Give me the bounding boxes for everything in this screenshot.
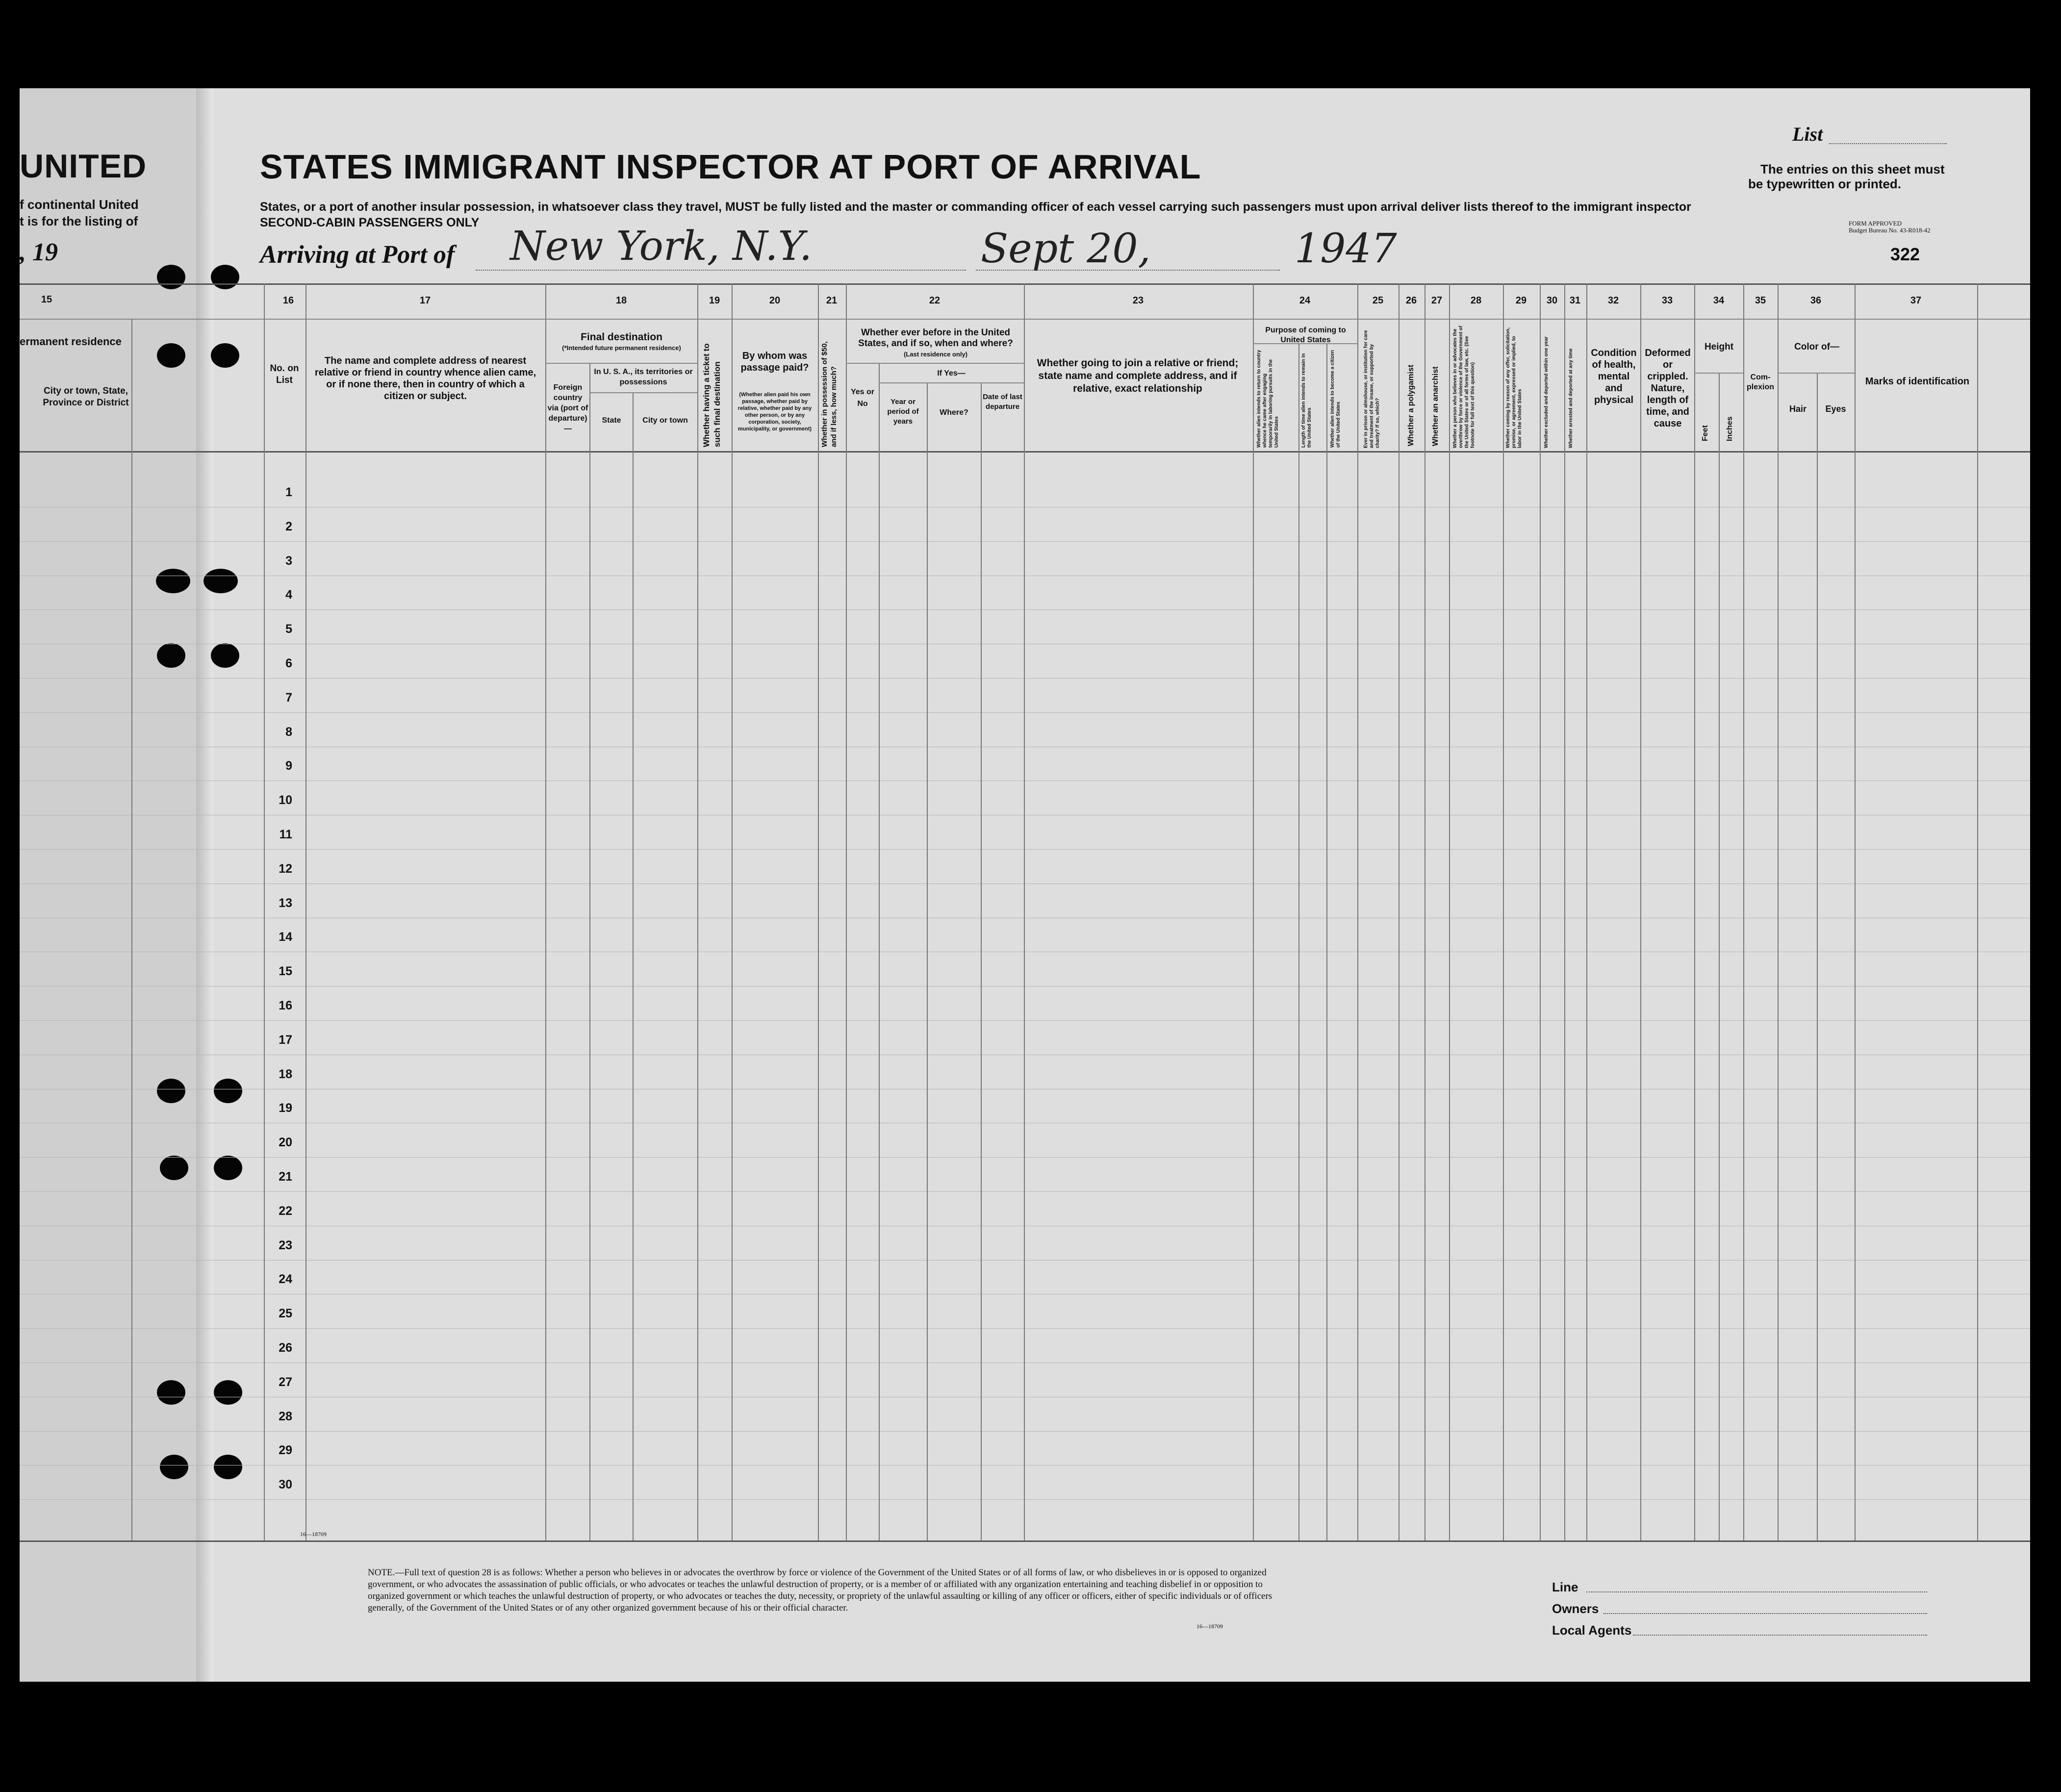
column-number-15: 15 (41, 294, 52, 305)
punch-hole (214, 1380, 242, 1405)
heading-state: State (602, 416, 621, 425)
column-number-30: 30 (1546, 295, 1558, 306)
strip-line-1: f continental United (20, 197, 139, 212)
heading-q29: Whether coming by reason of any offer, solicitation, promise, or agreement, expressed or implied, to labor in the United States (1505, 327, 1523, 448)
row-rule (20, 609, 2030, 610)
heading-q31: Whether arrested and deported at any time (1568, 348, 1574, 448)
row-number: 20 (279, 1136, 292, 1149)
column-number-24: 24 (1299, 295, 1311, 306)
column-number-25: 25 (1372, 295, 1384, 306)
local-agents-field[interactable] (1633, 1635, 1927, 1636)
column-number-36: 36 (1810, 295, 1822, 306)
heading-inches: Inches (1726, 416, 1734, 441)
page-number: 322 (1890, 244, 1920, 264)
date-handwritten: Sept 20, (981, 226, 1151, 272)
column-rule (1694, 283, 1695, 1540)
row-rule (20, 1020, 2030, 1021)
row-number: 12 (279, 862, 292, 876)
heading-ever-before: Whether ever before in the United States, and if so, when and where? (858, 328, 1013, 349)
year-handwritten: 1947 (1295, 226, 1397, 272)
column-number-29: 29 (1515, 295, 1527, 306)
row-number: 18 (279, 1067, 292, 1081)
column-number-32: 32 (1607, 295, 1619, 306)
line-field[interactable] (1586, 1591, 1927, 1592)
page-title: STATES IMMIGRANT INSPECTOR AT PORT OF ARRIVAL (260, 148, 1201, 186)
heading-yes-or-no: Yes or No (850, 388, 875, 408)
column-rule (1719, 373, 1720, 1540)
row-number: 22 (279, 1204, 292, 1218)
column-rule (1564, 283, 1565, 1540)
row-number: 24 (279, 1272, 292, 1286)
column-rule (1977, 283, 1978, 1540)
column-number-26: 26 (1405, 295, 1417, 306)
punch-hole (156, 569, 190, 593)
owners-label: Owners (1552, 1601, 1599, 1616)
punch-hole (211, 265, 239, 289)
owners-field[interactable] (1603, 1613, 1927, 1614)
column-number-35: 35 (1755, 295, 1766, 306)
column-rule (633, 392, 634, 1540)
row-number: 15 (279, 964, 292, 978)
column-number-18: 18 (615, 295, 627, 306)
subheader-rule (846, 363, 1024, 364)
row-number: 21 (279, 1170, 292, 1184)
punch-hole (211, 343, 239, 368)
punch-hole (214, 1079, 242, 1103)
column-rule (545, 283, 546, 1540)
heading-if-yes: If Yes— (937, 369, 966, 378)
row-number: 17 (279, 1033, 292, 1047)
list-label: List (1792, 123, 1823, 145)
strip-title: UNITED (20, 148, 147, 185)
punch-hole (211, 643, 239, 668)
column-number-23: 23 (1132, 295, 1144, 306)
heading-nearest-relative: The name and complete address of nearest relative or friend in country whence alien came, or if none there, then in country of which a citizen or subject. (314, 355, 536, 402)
heading-prison: Ever in prison or almshouse, or institution for care and treatment of the insane, or supported by charity? If so, which? (1363, 330, 1380, 448)
heading-anarchist: Whether an anarchist (1431, 366, 1440, 446)
strip-permanent-residence: ermanent residence (20, 335, 122, 348)
column-number-33: 33 (1661, 295, 1673, 306)
column-rule (1743, 283, 1744, 1540)
footnote-q28: NOTE.—Full text of question 28 is as follows: Whether a person who believes in or advocates the overthrow by force or violence of the Government of the United States or of all forms of law, or who disbelieves in or is opposed to organized government, or who advocates the assassination of public officials, or who advocates or teaches the unlawful destruction of property, or is a member of or affiliated with any organization entertaining and teaching disbelief in or opposition to organized government or which teaches the unlawful destruction of property, or who advocates or teaches the duty, necessity, or propriety of the unlawful assaulting or killing of any officer or officers, either of specific individuals or of officers generally, of the Government of the United States or of any other organized government because of his or their official character. (368, 1567, 1272, 1613)
main-sheet (213, 88, 2030, 1682)
column-number-28: 28 (1470, 295, 1482, 306)
form-approved: FORM APPROVED (1849, 220, 1902, 227)
punch-hole (157, 265, 185, 289)
row-number: 4 (285, 588, 292, 602)
entries-note-1: The entries on this sheet must (1760, 162, 1945, 177)
line-label: Line (1552, 1580, 1578, 1594)
column-number-17: 17 (419, 295, 431, 306)
heading-year-period: Year or period of years (887, 398, 919, 426)
column-rule (1326, 343, 1327, 1540)
punch-hole (157, 343, 185, 368)
punch-hole (157, 1380, 185, 1405)
heading-passage-paid-sub: (Whether alien paid his own passage, whether paid by relative, whether paid by any other person, or by any corporation, society, municipality, or government) (738, 392, 812, 432)
column-number-20: 20 (769, 295, 781, 306)
column-rule (1586, 283, 1587, 1540)
table-form-code: 16—18709 (300, 1531, 327, 1538)
punch-hole (157, 1079, 185, 1103)
left-strip (20, 88, 198, 1682)
punch-hole (157, 643, 185, 668)
heading-date-last-departure: Date of last departure (983, 393, 1022, 411)
column-rule (131, 319, 132, 1540)
column-rule (1503, 283, 1504, 1540)
heading-ticket: Whether having a ticket to such final destination (702, 343, 722, 447)
column-rule (305, 283, 306, 1540)
subheader-rule (879, 382, 1024, 383)
strip-line-2: t is for the listing of (20, 214, 138, 228)
entries-note-2: be typewritten or printed. (1748, 177, 1902, 191)
column-rule (818, 283, 819, 1540)
column-rule (846, 283, 847, 1540)
header-subtitle: States, or a port of another insular possession, in whatsoever class they travel, MUST be fully listed and the master or commanding officer of each vessel carrying such passengers must upon arrival deliver lists thereof to the immigrant inspector (260, 200, 1691, 214)
heading-deformed: Deformed or crippled. Nature, length of time, and cause (1645, 348, 1691, 429)
column-number-31: 31 (1569, 295, 1581, 306)
row-number: 28 (279, 1410, 292, 1423)
heading-purpose-c: Whether alien intends to become a citizen of the United States (1330, 350, 1341, 448)
column-number-22: 22 (929, 295, 941, 306)
column-rule (1778, 283, 1779, 1540)
heading-final-destination: Final destination (581, 331, 662, 343)
heading-in-usa: In U. S. A., its territories or possessions (594, 368, 693, 386)
column-rule (1024, 283, 1025, 1540)
column-number-27: 27 (1431, 295, 1443, 306)
column-rule (732, 283, 733, 1540)
heading-marks: Marks of identification (1865, 376, 1970, 387)
column-number-34: 34 (1713, 295, 1725, 306)
port-line (476, 270, 966, 271)
column-rule (1253, 283, 1254, 1540)
row-number: 27 (279, 1375, 292, 1389)
row-rule (20, 712, 2030, 713)
heading-possession-50: Whether in possession of $50, and if less, how much? (820, 341, 838, 447)
row-number: 14 (279, 930, 292, 944)
row-rule (20, 678, 2030, 679)
arriving-label: Arriving at Port of (260, 241, 455, 269)
punch-hole (214, 1156, 242, 1180)
row-number: 2 (285, 520, 292, 533)
subheader-rule (1694, 373, 1743, 374)
punch-hole (160, 1455, 188, 1479)
column-rule (1817, 373, 1818, 1540)
heading-foreign-country: Foreign country via (port of departure)— (547, 383, 588, 433)
subheader-rule (545, 363, 697, 364)
heading-q28: Whether a person who believes in or advocates the overthrow by force or violence of the Government of the United States or of all forms of law, etc. (See footnote for full text of this question) (1452, 326, 1476, 448)
row-number: 8 (285, 725, 292, 739)
header-bottom-rule (20, 451, 2030, 453)
heading-no-on-list: No. on List (270, 363, 299, 385)
column-rule (981, 382, 982, 1540)
manifest-sheet (20, 88, 2030, 1682)
heading-hair: Hair (1789, 404, 1807, 414)
row-number: 10 (279, 793, 292, 807)
column-rule (879, 363, 880, 1540)
heading-purpose-a: Whether alien intends to return to country whence he came after engaging temporarily in laboring pursuits in the United States (1256, 350, 1279, 448)
row-rule (20, 1328, 2030, 1329)
column-rule (1855, 283, 1856, 1540)
heading-color-of: Color of— (1794, 342, 1839, 352)
row-number: 25 (279, 1307, 292, 1320)
list-line (1829, 143, 1947, 144)
row-number: 13 (279, 896, 292, 910)
local-agents-label: Local Agents (1552, 1623, 1632, 1638)
row-rule (20, 1431, 2030, 1432)
punch-hole (160, 1156, 188, 1180)
row-number: 29 (279, 1443, 292, 1457)
heading-last-residence: (Last residence only) (903, 351, 968, 358)
heading-feet: Feet (1701, 425, 1709, 441)
row-number: 11 (279, 828, 292, 841)
subheader-rule (1778, 373, 1855, 374)
column-rule (1298, 343, 1299, 1540)
row-number: 9 (285, 759, 292, 773)
heading-height: Height (1704, 342, 1734, 352)
subheader-rule (589, 392, 697, 393)
column-rule (927, 382, 928, 1540)
heading-final-destination-sub: (*Intended future permanent residence) (562, 344, 681, 352)
heading-purpose: Purpose of coming to United States (1265, 326, 1346, 344)
row-rule (20, 1157, 2030, 1158)
heading-q30: Whether excluded and deported within one year (1544, 336, 1549, 448)
column-number-19: 19 (709, 295, 720, 306)
row-number: 26 (279, 1341, 292, 1355)
column-number-37: 37 (1910, 295, 1922, 306)
footer-form-code: 16—18709 (1196, 1623, 1223, 1630)
row-number: 7 (285, 691, 292, 705)
column-rule (1540, 283, 1541, 1540)
strip-year: , 19 (20, 238, 58, 266)
row-number: 23 (279, 1238, 292, 1252)
row-rule (20, 883, 2030, 884)
row-rule (20, 1260, 2030, 1261)
row-number: 1 (285, 485, 292, 499)
budget-bureau: Budget Bureau No. 43-R018-42 (1849, 227, 1931, 234)
row-number: 6 (285, 656, 292, 670)
row-rule (20, 1499, 2030, 1500)
heading-health: Condition of health, mental and physical (1591, 348, 1637, 405)
column-rule (1357, 283, 1358, 1540)
port-handwritten: New York, N.Y. (510, 223, 813, 270)
row-number: 19 (279, 1101, 292, 1115)
heading-complexion: Com- plexion (1746, 373, 1774, 391)
column-number-16: 16 (282, 295, 294, 306)
heading-join-relative: Whether going to join a relative or friend; state name and complete address, and if relative, exact relationship (1037, 357, 1239, 394)
punch-hole (204, 569, 238, 593)
row-number: 30 (279, 1478, 292, 1491)
column-rule (697, 283, 698, 1540)
class-line: SECOND-CABIN PASSENGERS ONLY (260, 216, 480, 229)
row-number: 16 (279, 999, 292, 1012)
heading-polygamist: Whether a polygamist (1407, 364, 1415, 446)
table-bottom-rule (20, 1540, 2030, 1542)
column-rule (1449, 283, 1450, 1540)
column-rule (589, 363, 590, 1540)
page-fold (196, 88, 213, 1682)
row-rule (20, 849, 2030, 850)
strip-city-label: City or town, State, Province or District (43, 386, 129, 408)
heading-city-or-town: City or town (642, 416, 688, 425)
heading-eyes: Eyes (1825, 404, 1846, 414)
row-number: 3 (285, 554, 292, 568)
row-number: 5 (285, 622, 292, 636)
heading-where: Where? (940, 408, 968, 417)
column-number-rule (20, 319, 2030, 320)
punch-hole (214, 1455, 242, 1479)
row-rule (20, 1191, 2030, 1192)
row-rule (20, 541, 2030, 542)
heading-purpose-b: Length of time alien intends to remain in the United States (1301, 353, 1312, 448)
heading-passage-paid: By whom was passage paid? (740, 351, 809, 373)
column-number-21: 21 (826, 295, 838, 306)
column-rule (1640, 283, 1641, 1540)
table-top-rule (20, 283, 2030, 285)
